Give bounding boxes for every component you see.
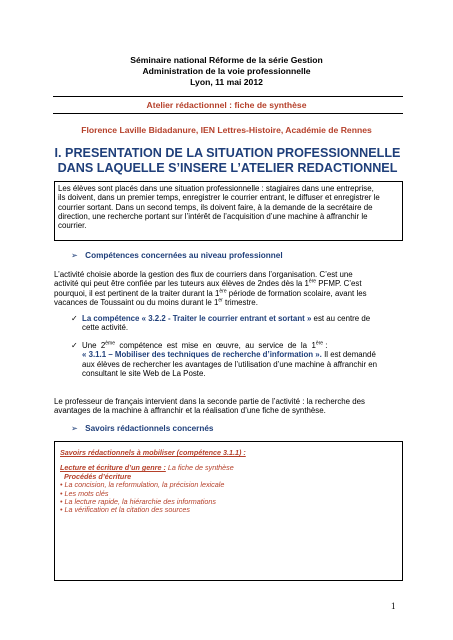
divider-bottom	[53, 113, 403, 114]
procedes-heading: Procédés d’écriture	[64, 471, 132, 481]
savoir-item: • La concision, la reformulation, la précision lexicale	[60, 480, 225, 490]
arrow-bullet-icon: ➢	[71, 423, 78, 433]
section-title-line1: I. PRESENTATION DE LA SITUATION PROFESSIONNELLE	[54, 146, 401, 160]
seminar-location-date: Lyon, 11 mai 2012	[190, 77, 263, 87]
activity-paragraph: L’activité choisie aborde la gestion des flux de courriers dans l’organisation. C’est une activité qui peut être confiée par les tuteurs aux élèves de 2ndes dès la 1ère PFMP. C’est pourquoi, il est pertinent de la traiter durant la 1ère période de formation scolaire, avant les vacances de Toussaint ou du moins durant le 1er trimestre.	[54, 270, 367, 307]
atelier-title: Atelier rédactionnel : fiche de synthèse	[146, 100, 307, 110]
checkmark-icon: ✓	[71, 341, 78, 350]
seminar-subtitle: Administration de la voie professionnelle	[142, 66, 311, 76]
savoirs-box	[54, 441, 403, 581]
checkmark-icon: ✓	[71, 314, 78, 323]
divider-top	[53, 96, 403, 97]
situation-line: direction, une recherche portant sur l’intérêt de l’acquisition d’une machine à affranchir le	[58, 211, 368, 221]
savoirs-heading: ➢ Savoirs rédactionnels concernés	[71, 423, 214, 433]
competence-item-1: ✓ La compétence « 3.2.2 - Traiter le courrier entrant et sortant » est au centre de cette activité.	[71, 314, 371, 333]
seminar-title: Séminaire national Réforme de la série Gestion	[130, 55, 323, 65]
situation-line: courrier.	[58, 221, 87, 231]
savoirs-box-title: Savoirs rédactionnels à mobiliser (compétence 3.1.1) :	[60, 448, 246, 457]
savoir-item: • Les mots clés	[60, 488, 109, 498]
competences-heading: ➢ Compétences concernées au niveau professionnel	[71, 250, 283, 260]
genre-line: Lecture et écriture d’un genre : La fiche de synthèse	[60, 463, 234, 473]
teacher-paragraph: Le professeur de français intervient dans la seconde partie de l’activité : la recherche des avantages de la machine à affranchir et la réalisation d’une fiche de synthèse.	[54, 397, 365, 416]
situation-box	[54, 181, 403, 241]
page-number: 1	[391, 601, 396, 611]
situation-line: ils doivent, dans un premier temps, enregistrer le courrier entrant, le diffuser et enregistrer le	[58, 193, 380, 203]
situation-line: Les élèves sont placés dans une situation professionnelle : stagiaires dans une entreprise,	[58, 184, 374, 193]
competence-item-2: ✓ Une 2ème compétence est mise en œuvre, au service de la 1ère : « 3.1.1 – Mobiliser des techniques de recherche d’information ». Il est demandé aux élèves de rechercher les avantages de l’utilisation d’une machine à affranchir en consultant le site Web de La Poste.	[71, 340, 378, 378]
authors-line: Florence Laville Bidadanure, IEN Lettres-Histoire, Académie de Rennes	[81, 125, 372, 135]
savoir-item: • La lecture rapide, la hiérarchie des informations	[60, 497, 216, 507]
situation-line: courrier sortant. Dans un second temps, ils doivent faire, à la demande de la secrétaire de	[58, 202, 373, 212]
savoir-item: • La vérification et la citation des sources	[60, 505, 190, 515]
arrow-bullet-icon: ➢	[71, 250, 78, 260]
section-title-line2: DANS LAQUELLE S’INSERE L’ATELIER REDACTIONNEL	[57, 161, 398, 175]
